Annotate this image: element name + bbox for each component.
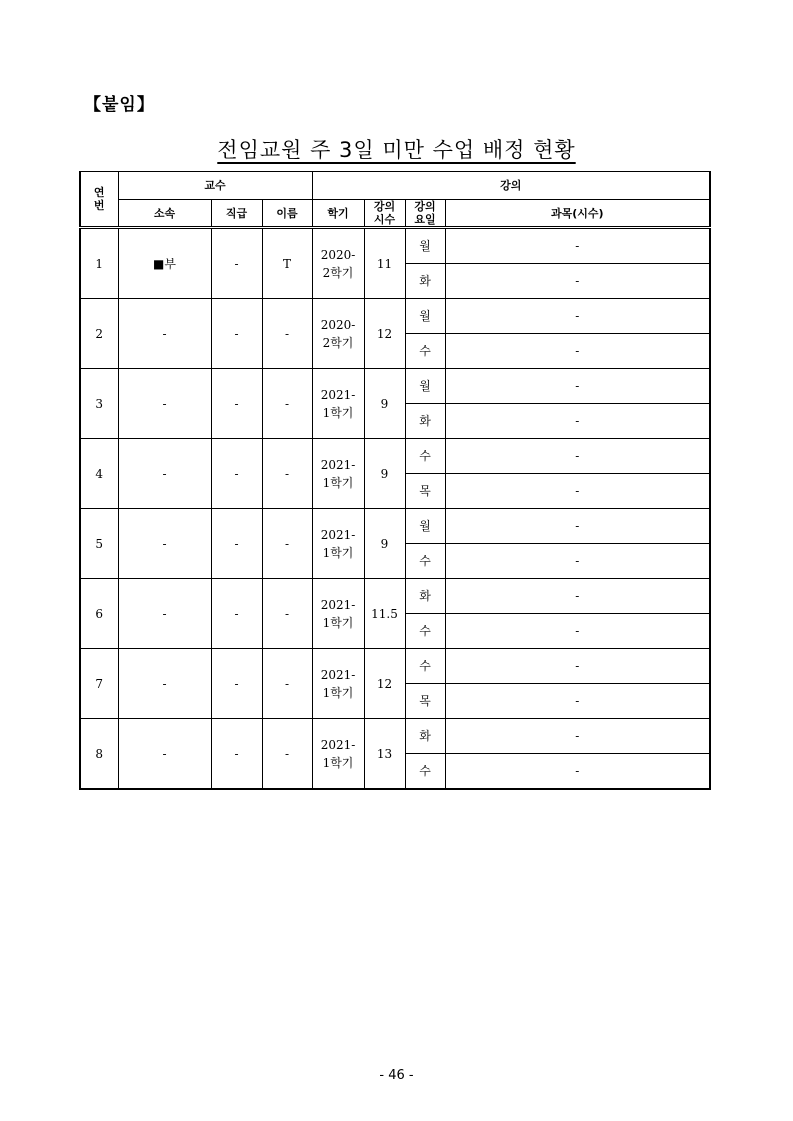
row-number: 7 bbox=[80, 649, 118, 719]
page-title bbox=[0, 134, 793, 164]
header-day: 강의 요일 bbox=[405, 200, 445, 228]
row-number: 6 bbox=[80, 579, 118, 649]
row-course: - bbox=[445, 719, 710, 754]
row-affiliation: - bbox=[118, 439, 211, 509]
row-name: - bbox=[262, 579, 312, 649]
row-course: - bbox=[445, 228, 710, 264]
row-day: 목 bbox=[405, 474, 445, 509]
row-day: 화 bbox=[405, 264, 445, 299]
row-day: 수 bbox=[405, 439, 445, 474]
row-course: - bbox=[445, 474, 710, 509]
row-semester: 2020- 2학기 bbox=[312, 299, 364, 369]
row-course: - bbox=[445, 614, 710, 649]
row-day: 화 bbox=[405, 579, 445, 614]
row-hours: 11.5 bbox=[364, 579, 405, 649]
row-affiliation: ■부 bbox=[118, 228, 211, 299]
row-rank: - bbox=[211, 299, 262, 369]
table-row bbox=[80, 509, 710, 544]
header-semester: 학기 bbox=[312, 200, 364, 228]
row-name: - bbox=[262, 369, 312, 439]
schedule-table bbox=[79, 171, 711, 790]
row-day: 월 bbox=[405, 369, 445, 404]
row-affiliation: - bbox=[118, 649, 211, 719]
page-title-text: 전임교원 주 3일 미만 수업 배정 현황 bbox=[217, 138, 576, 162]
table-row bbox=[80, 649, 710, 684]
header-rank: 직급 bbox=[211, 200, 262, 228]
table-row bbox=[80, 369, 710, 404]
table-row bbox=[80, 228, 710, 264]
row-number: 5 bbox=[80, 509, 118, 579]
row-day: 화 bbox=[405, 404, 445, 439]
row-number: 3 bbox=[80, 369, 118, 439]
row-semester: 2020- 2학기 bbox=[312, 228, 364, 299]
row-name: - bbox=[262, 509, 312, 579]
row-hours: 11 bbox=[364, 228, 405, 299]
row-day: 목 bbox=[405, 684, 445, 719]
row-hours: 9 bbox=[364, 369, 405, 439]
row-semester: 2021- 1학기 bbox=[312, 509, 364, 579]
row-day: 수 bbox=[405, 544, 445, 579]
row-course: - bbox=[445, 544, 710, 579]
row-day: 수 bbox=[405, 754, 445, 790]
row-course: - bbox=[445, 369, 710, 404]
header-lecture: 강의 bbox=[312, 172, 710, 200]
row-semester: 2021- 1학기 bbox=[312, 579, 364, 649]
row-rank: - bbox=[211, 719, 262, 790]
header-affiliation: 소속 bbox=[118, 200, 211, 228]
row-day: 월 bbox=[405, 509, 445, 544]
row-day: 화 bbox=[405, 719, 445, 754]
header-course: 과목(시수) bbox=[445, 200, 710, 228]
row-course: - bbox=[445, 509, 710, 544]
row-affiliation: - bbox=[118, 509, 211, 579]
row-hours: 9 bbox=[364, 509, 405, 579]
row-course: - bbox=[445, 754, 710, 790]
row-day: 수 bbox=[405, 649, 445, 684]
row-name: - bbox=[262, 649, 312, 719]
row-hours: 12 bbox=[364, 649, 405, 719]
row-course: - bbox=[445, 649, 710, 684]
row-hours: 12 bbox=[364, 299, 405, 369]
row-number: 1 bbox=[80, 228, 118, 299]
row-rank: - bbox=[211, 649, 262, 719]
attachment-label: 【붙임】 bbox=[84, 95, 155, 115]
row-day: 월 bbox=[405, 228, 445, 264]
row-semester: 2021- 1학기 bbox=[312, 439, 364, 509]
row-rank: - bbox=[211, 369, 262, 439]
row-rank: - bbox=[211, 579, 262, 649]
row-day: 수 bbox=[405, 334, 445, 369]
row-number: 2 bbox=[80, 299, 118, 369]
page-number: - 46 - bbox=[379, 1068, 414, 1083]
row-name: - bbox=[262, 719, 312, 790]
row-name: T bbox=[262, 228, 312, 299]
row-course: - bbox=[445, 684, 710, 719]
row-course: - bbox=[445, 299, 710, 334]
row-rank: - bbox=[211, 439, 262, 509]
row-course: - bbox=[445, 264, 710, 299]
header-name: 이름 bbox=[262, 200, 312, 228]
header-no: 연 번 bbox=[80, 172, 118, 228]
row-hours: 13 bbox=[364, 719, 405, 790]
row-semester: 2021- 1학기 bbox=[312, 719, 364, 790]
row-course: - bbox=[445, 439, 710, 474]
table-row bbox=[80, 299, 710, 334]
table-row bbox=[80, 579, 710, 614]
row-affiliation: - bbox=[118, 369, 211, 439]
row-course: - bbox=[445, 334, 710, 369]
header-hours: 강의 시수 bbox=[364, 200, 405, 228]
row-name: - bbox=[262, 299, 312, 369]
row-semester: 2021- 1학기 bbox=[312, 369, 364, 439]
row-semester: 2021- 1학기 bbox=[312, 649, 364, 719]
row-hours: 9 bbox=[364, 439, 405, 509]
row-affiliation: - bbox=[118, 299, 211, 369]
row-day: 수 bbox=[405, 614, 445, 649]
row-number: 4 bbox=[80, 439, 118, 509]
row-course: - bbox=[445, 404, 710, 439]
header-professor: 교수 bbox=[118, 172, 312, 200]
row-course: - bbox=[445, 579, 710, 614]
row-day: 월 bbox=[405, 299, 445, 334]
table-row bbox=[80, 439, 710, 474]
row-affiliation: - bbox=[118, 579, 211, 649]
row-number: 8 bbox=[80, 719, 118, 790]
row-affiliation: - bbox=[118, 719, 211, 790]
row-rank: - bbox=[211, 228, 262, 299]
row-rank: - bbox=[211, 509, 262, 579]
row-name: - bbox=[262, 439, 312, 509]
table-row bbox=[80, 719, 710, 754]
